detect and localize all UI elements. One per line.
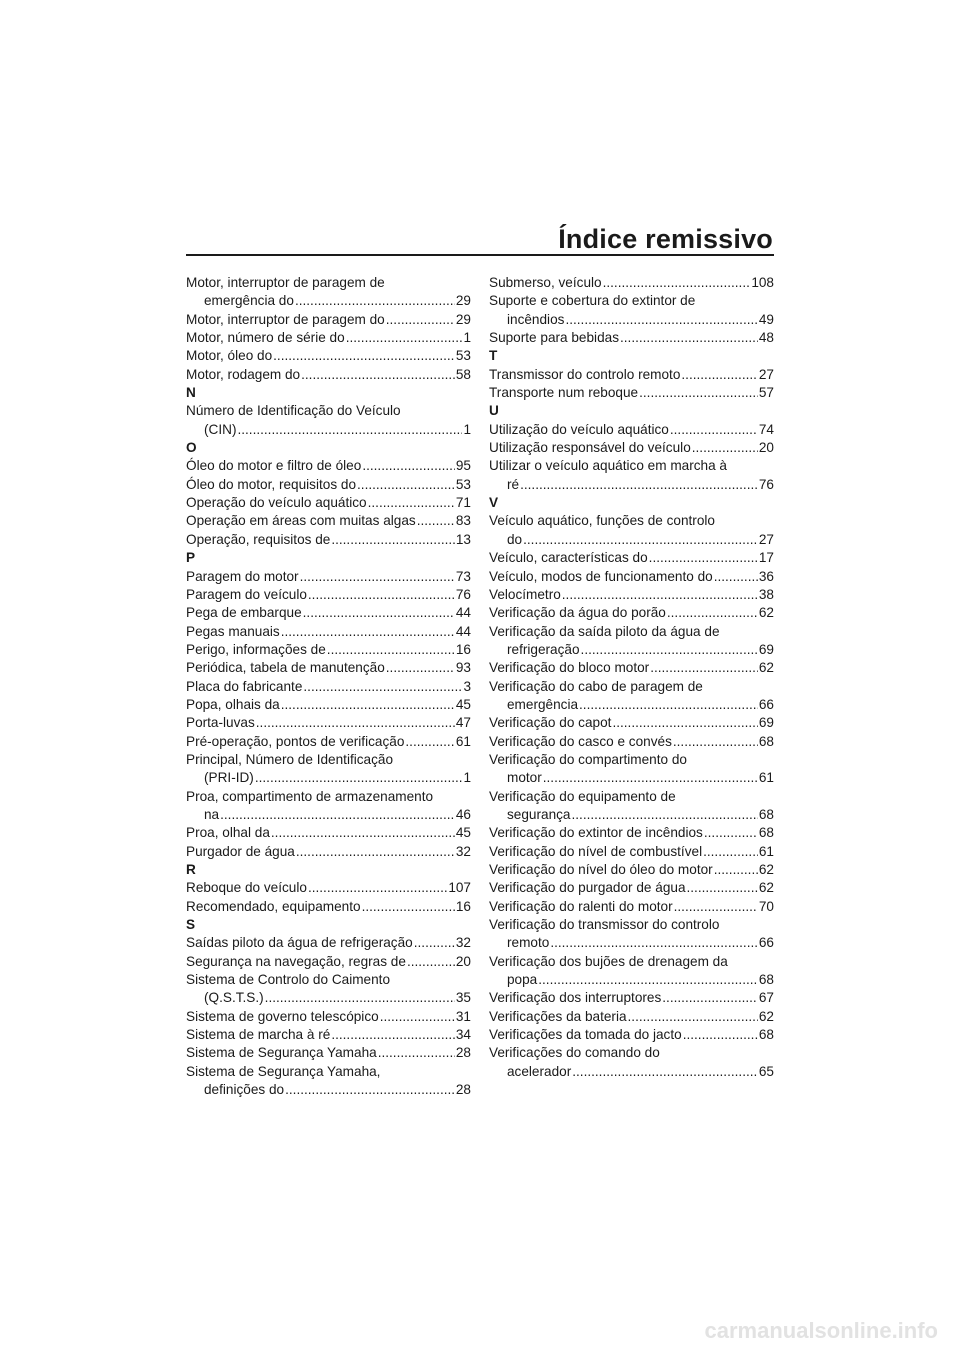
index-entry-text: Submerso, veículo [489, 275, 602, 290]
index-entry-page: 29 [455, 311, 471, 327]
index-entry [186, 329, 471, 347]
index-entry-page: 45 [455, 696, 471, 712]
index-entry-text: Veículo, modos de funcionamento do [489, 568, 713, 584]
index-entry-continuation: remoto [507, 935, 550, 951]
index-entry-text: Pegas manuais [186, 623, 280, 639]
index-entry-text: Motor, interruptor de paragem de [186, 275, 385, 290]
index-entry-text: Proa, compartimento de armazenamento [186, 788, 434, 804]
dot-leader [571, 806, 757, 824]
index-entry-page: 83 [455, 513, 471, 529]
index-entry [186, 586, 471, 604]
index-entry [186, 1044, 471, 1062]
dot-leader [714, 861, 758, 879]
index-entry [489, 421, 774, 439]
dot-leader [281, 623, 455, 641]
index-entry-text: Saídas piloto da água de refrigeração [186, 935, 413, 951]
index-entry-continuation: na [204, 806, 220, 822]
index-entry-page: 53 [455, 476, 471, 492]
dot-leader [327, 641, 455, 659]
index-entry-page: 70 [758, 898, 774, 914]
index-entry-continuation: emergência [507, 696, 579, 712]
dot-leader [308, 586, 455, 604]
index-entry [186, 733, 471, 751]
index-entry-page: 65 [758, 1063, 774, 1079]
index-entry-page: 62 [758, 605, 774, 621]
index-entry [489, 586, 774, 604]
dot-leader [714, 568, 758, 586]
index-entry-page: 32 [455, 935, 471, 951]
index-entry [489, 568, 774, 586]
index-entry-continuation: incêndios [507, 311, 565, 327]
index-entry-text: Placa do fabricante [186, 678, 303, 694]
index-entry-page: 31 [455, 1008, 471, 1024]
index-entry-text: Transmissor do controlo remoto [489, 366, 681, 382]
index-entry-page: 1 [463, 770, 471, 786]
index-entry [186, 1026, 471, 1044]
dot-leader [670, 421, 758, 439]
dot-leader [407, 953, 455, 971]
index-entry-page: 32 [455, 843, 471, 859]
index-entry-page: 68 [758, 806, 774, 822]
index-entry-page: 71 [455, 495, 471, 511]
index-entry [489, 457, 774, 494]
index-entry [186, 953, 471, 971]
dot-leader [538, 971, 758, 989]
index-entry-page: 48 [758, 330, 774, 346]
index-entry-continuation: refrigeração [507, 641, 580, 657]
index-entry [186, 898, 471, 916]
index-entry-text: Suporte para bebidas [489, 330, 619, 346]
index-entry-text: Motor, óleo do [186, 348, 273, 364]
dot-leader [362, 898, 455, 916]
dot-leader [285, 1081, 455, 1099]
index-entry-page: 28 [455, 1045, 471, 1061]
watermark: carmanualsonline.info [704, 1318, 938, 1343]
index-entry-page: 13 [455, 531, 471, 547]
index-entry-text: Verificação do capot [489, 715, 612, 731]
index-section-letter: T [489, 348, 498, 364]
index-entry-page: 58 [455, 366, 471, 382]
index-entry-text: Verificação do transmissor do controlo [489, 917, 720, 933]
index-entry-text: Proa, olhal da [186, 825, 270, 841]
index-entry-page: 62 [758, 660, 774, 676]
index-entry-text: Verificação da saída piloto da água de [489, 623, 720, 639]
page-title: Índice remissivo [558, 224, 773, 254]
dot-leader [562, 586, 758, 604]
dot-leader [331, 1026, 455, 1044]
index-entry-page: 16 [455, 898, 471, 914]
index-entry-text: Paragem do motor [186, 568, 299, 584]
index-entry-text: Utilização responsável do veículo [489, 440, 691, 456]
index-entry-page: 44 [455, 623, 471, 639]
index-entry [186, 494, 471, 512]
index-entry-page: 38 [758, 586, 774, 602]
index-entry-text: Sistema de Segurança Yamaha, [186, 1063, 381, 1079]
dot-leader [378, 1044, 455, 1062]
index-entry-page: 93 [455, 660, 471, 676]
dot-leader [667, 604, 758, 622]
index-entry [186, 531, 471, 549]
index-entry [489, 824, 774, 842]
index-entry-page: 20 [758, 440, 774, 456]
dot-leader [273, 347, 455, 365]
dot-leader [346, 329, 463, 347]
index-entry-text: Verificação dos interruptores [489, 990, 662, 1006]
index-entry-page: 66 [758, 935, 774, 951]
index-section-letter: U [489, 403, 499, 419]
dot-leader [674, 898, 758, 916]
index-entry-page: 16 [455, 641, 471, 657]
index-entry-page: 62 [758, 880, 774, 896]
dot-leader [405, 733, 454, 751]
index-entry-text: Suporte e cobertura do extintor de [489, 293, 696, 309]
index-entry-text: Principal, Número de Identificação [186, 751, 394, 767]
dot-leader [295, 292, 455, 310]
dot-leader [579, 696, 758, 714]
index-entry-page: 76 [758, 476, 774, 492]
index-entry [489, 714, 774, 732]
dot-leader [308, 879, 447, 897]
dot-leader [357, 476, 455, 494]
title-divider [186, 254, 774, 256]
index-entry-page: 66 [758, 696, 774, 712]
index-entry [186, 568, 471, 586]
index-entry-page: 62 [758, 862, 774, 877]
index-entry-text: Verificação do equipamento de [489, 788, 676, 804]
index-entry [489, 989, 774, 1007]
index-entry [489, 292, 774, 329]
index-entry-text: Operação do veículo aquático [186, 495, 367, 511]
index-entry-text: Paragem do veículo [186, 586, 307, 602]
dot-leader [296, 843, 455, 861]
dot-leader [628, 1008, 758, 1026]
dot-leader [265, 989, 455, 1007]
index-entry-page: 95 [455, 458, 471, 474]
index-entry [186, 1063, 471, 1100]
index-entry-page: 35 [455, 990, 471, 1006]
index-entry [489, 274, 774, 292]
dot-leader [301, 366, 455, 384]
index-entry-page: 36 [758, 568, 774, 584]
index-entry-page: 107 [448, 880, 471, 896]
index-entry-text: Verificações da bateria [489, 1008, 627, 1024]
index-entry-page: 68 [758, 825, 774, 841]
index-entry-page: 69 [758, 715, 774, 731]
index-entry-text: Verificações do comando do [489, 1045, 660, 1061]
index-entry-text: Sistema de governo telescópico [186, 1008, 379, 1024]
index-entry-page: 17 [758, 550, 774, 566]
index-entry-page: 68 [758, 1027, 774, 1043]
index-entry-page: 68 [758, 733, 774, 749]
dot-leader [256, 714, 455, 732]
index-entry-text: Verificação do nível de combustível [489, 843, 703, 859]
index-entry-text: Verificação do nível do óleo do motor [489, 862, 713, 877]
index-entry-page: 74 [758, 421, 774, 437]
index-entry-page: 76 [455, 586, 471, 602]
index-section-letter: V [489, 495, 499, 511]
index-entry-text: Utilizar o veículo aquático em marcha à [489, 458, 727, 474]
dot-leader [523, 531, 758, 549]
index-entry-page: 1 [463, 330, 471, 346]
index-entry-page: 29 [455, 293, 471, 309]
index-entry-text: Verificação da água do porão [489, 605, 666, 621]
index-entry-text: Óleo do motor e filtro de óleo [186, 458, 362, 474]
index-entry-page: 47 [455, 715, 471, 731]
dot-leader [687, 879, 758, 897]
index-entry-text: Popa, olhais da [186, 696, 280, 712]
index-entry-text: Utilização do veículo aquático [489, 421, 669, 437]
dot-leader [603, 274, 751, 292]
index-entry-continuation: emergência do [204, 293, 294, 309]
index-section-letter: P [186, 550, 196, 566]
index-entry [489, 751, 774, 788]
dot-leader [639, 384, 758, 402]
index-entry-text: Verificação dos bujões de drenagem da [489, 953, 728, 969]
dot-leader [572, 1063, 758, 1081]
dot-leader [255, 769, 463, 787]
index-entry-text: Segurança na navegação, regras de [186, 953, 406, 969]
index-entry-text: Operação, requisitos de [186, 531, 331, 547]
dot-leader [681, 366, 757, 384]
index-entry-page: 27 [758, 531, 774, 547]
index-entry [186, 457, 471, 475]
index-entry [186, 879, 471, 897]
dot-leader [281, 696, 455, 714]
index-entry [186, 347, 471, 365]
index-entry-page: 49 [758, 311, 774, 327]
index-entry [186, 714, 471, 732]
index-entry [489, 659, 774, 677]
index-entry [489, 898, 774, 916]
index-entry-text: Operação em áreas com muitas algas [186, 513, 416, 529]
dot-leader [271, 824, 455, 842]
index-entry-text: Verificação do purgador de água [489, 880, 686, 896]
index-entry-page: 61 [455, 733, 471, 749]
index-entry-text: Veículo, características do [489, 550, 648, 566]
dot-leader [673, 733, 758, 751]
index-entry [489, 733, 774, 751]
dot-leader [331, 531, 455, 549]
index-entry-page: 68 [758, 972, 774, 988]
index-entry-page: 108 [751, 275, 774, 290]
dot-leader [414, 934, 455, 952]
index-entry [186, 402, 471, 439]
index-entry [186, 641, 471, 659]
index-entry [489, 843, 774, 861]
index-entry-continuation: do [507, 531, 523, 547]
index-entry-page: 61 [758, 770, 774, 786]
dot-leader [620, 329, 758, 347]
index-entry-text: Perigo, informações de [186, 641, 326, 657]
index-entry [489, 1026, 774, 1044]
dot-leader [300, 568, 455, 586]
index-entry [186, 604, 471, 622]
index-entry-page: 28 [455, 1082, 471, 1098]
dot-leader [417, 512, 455, 530]
index-entry [489, 879, 774, 897]
index-entry-text: Pré-operação, pontos de verificação [186, 733, 405, 749]
index-entry-page: 61 [758, 843, 774, 859]
index-entry-continuation: definições do [204, 1082, 285, 1098]
dot-leader [649, 549, 758, 567]
dot-leader [683, 1026, 758, 1044]
dot-leader [692, 439, 758, 457]
index-entry-text: Periódica, tabela de manutenção [186, 660, 385, 676]
index-column-left [186, 274, 471, 1099]
index-entry [186, 476, 471, 494]
index-entry-continuation: segurança [507, 806, 571, 822]
index-entry-continuation: popa [507, 972, 538, 988]
dot-leader [303, 604, 455, 622]
index-entry-page: 53 [455, 348, 471, 364]
dot-leader [380, 1008, 455, 1026]
index-entry-page: 57 [758, 385, 774, 401]
index-entry-page: 1 [463, 421, 471, 437]
index-entry [489, 861, 774, 879]
index-entry [186, 659, 471, 677]
index-entry [489, 604, 774, 622]
dot-leader [368, 494, 455, 512]
index-entry-continuation: (Q.S.T.S.) [204, 990, 264, 1006]
index-entry-text: Óleo do motor, requisitos do [186, 476, 357, 492]
index-entry [186, 678, 471, 696]
index-entry-continuation: motor [507, 770, 542, 786]
index-entry [489, 916, 774, 953]
index-entry [489, 788, 774, 825]
index-entry-text: Verificação do compartimento do [489, 751, 687, 767]
index-entry-page: 62 [758, 1008, 774, 1024]
index-entry-text: Verificação do casco e convés [489, 733, 672, 749]
index-entry-text: Verificação do extintor de incêndios [489, 825, 703, 841]
index-entry-page: 69 [758, 641, 774, 657]
index-entry-page: 20 [455, 953, 471, 969]
index-entry [489, 439, 774, 457]
index-entry-text: Porta-luvas [186, 715, 255, 731]
index-entry-page: 27 [758, 366, 774, 382]
dot-leader [543, 769, 758, 787]
index-entry [489, 1044, 774, 1081]
index-entry-page: 73 [455, 568, 471, 584]
index-entry [186, 366, 471, 384]
index-entry [186, 512, 471, 530]
index-entry-text: Sistema de Segurança Yamaha [186, 1045, 377, 1061]
index-entry [489, 678, 774, 715]
index-entry-page: 67 [758, 990, 774, 1006]
index-entry [186, 696, 471, 714]
index-entry-text: Purgador de água [186, 843, 295, 859]
index-entry-text: Sistema de marcha à ré [186, 1027, 331, 1043]
dot-leader [237, 421, 462, 439]
index-entry-page: 46 [455, 806, 471, 822]
index-entry-page: 34 [455, 1027, 471, 1043]
index-entry-text: Verificação do bloco motor [489, 660, 650, 676]
dot-leader [581, 641, 758, 659]
dot-leader [520, 476, 758, 494]
index-entry [186, 623, 471, 641]
index-entry-continuation: (PRI-ID) [204, 770, 254, 786]
index-entry-text: Pega de embarque [186, 605, 302, 621]
dot-leader [362, 457, 455, 475]
dot-leader [220, 806, 455, 824]
index-entry [186, 1008, 471, 1026]
index-section-letter: O [186, 440, 197, 456]
index-entry [489, 953, 774, 990]
index-entry-text: Motor, interruptor de paragem do [186, 311, 385, 327]
index-section-letter: R [186, 862, 196, 877]
index-entry [186, 311, 471, 329]
dot-leader [565, 311, 757, 329]
index-entry [489, 1008, 774, 1026]
index-entry-continuation: (CIN) [204, 421, 237, 437]
index-entry-text: Verificação do ralenti do motor [489, 898, 673, 914]
index-section-letter: S [186, 917, 196, 933]
dot-leader [662, 989, 758, 1007]
index-entry [489, 366, 774, 384]
index-entry-page: 3 [463, 678, 471, 694]
dot-leader [550, 934, 758, 952]
index-column-right [489, 274, 774, 1081]
dot-leader [612, 714, 757, 732]
index-entry [186, 788, 471, 825]
dot-leader [386, 659, 455, 677]
index-entry [489, 549, 774, 567]
index-entry-text: Motor, número de série do [186, 330, 345, 346]
index-entry-text: Sistema de Controlo do Caimento [186, 972, 391, 988]
index-entry-text: Verificação do cabo de paragem de [489, 678, 703, 694]
index-entry [489, 384, 774, 402]
index-entry-text: Verificações da tomada do jacto [489, 1027, 682, 1043]
index-entry [186, 751, 471, 788]
index-entry [186, 934, 471, 952]
index-entry [186, 824, 471, 842]
index-entry-text: Veículo aquático, funções de controlo [489, 513, 715, 529]
index-entry [489, 623, 774, 660]
index-entry [489, 512, 774, 549]
index-entry-page: 44 [455, 605, 471, 621]
index-entry-text: Transporte num reboque [489, 385, 639, 401]
dot-leader [303, 678, 462, 696]
index-entry-text: Recomendado, equipamento [186, 898, 361, 914]
index-entry-text: Número de Identificação do Veículo [186, 403, 401, 419]
index-entry-text: Motor, rodagem do [186, 366, 301, 382]
index-entry-page: 45 [455, 825, 471, 841]
dot-leader [386, 311, 455, 329]
index-entry-text: Reboque do veículo [186, 880, 307, 896]
index-entry [186, 843, 471, 861]
index-entry [489, 329, 774, 347]
dot-leader [704, 824, 758, 842]
index-entry-continuation: acelerador [507, 1063, 572, 1079]
index-entry [186, 971, 471, 1008]
dot-leader [650, 659, 758, 677]
index-entry [186, 274, 471, 311]
index-entry-text: Velocímetro [489, 586, 561, 602]
index-entry-continuation: ré [507, 476, 520, 492]
index-section-letter: N [186, 385, 196, 401]
dot-leader [703, 843, 758, 861]
